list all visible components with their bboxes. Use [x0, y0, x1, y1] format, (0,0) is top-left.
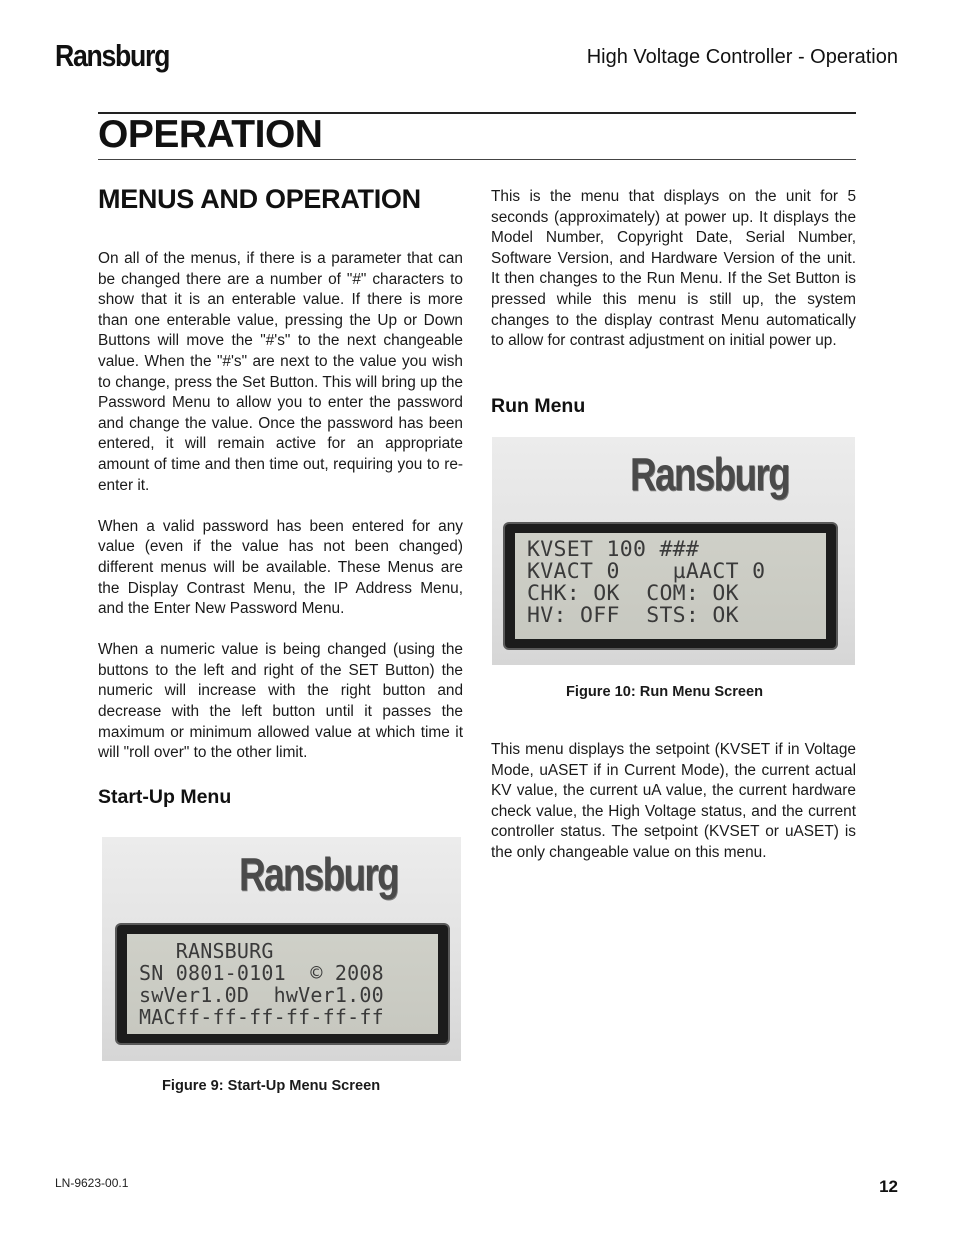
right-column-text [491, 187, 856, 372]
startup-menu-heading: Start-Up Menu [98, 786, 232, 808]
figure-9-caption: Figure 9: Start-Up Menu Screen [162, 1078, 381, 1094]
lcd-line: SN 0801-0101 © 2008 [139, 961, 384, 985]
run-menu-description [491, 740, 856, 884]
document-number: LN-9623-00.1 [55, 1176, 129, 1190]
photo-brand-logo: Ransburg [239, 848, 398, 900]
header-title: High Voltage Controller - Operation [586, 46, 898, 68]
page-title: OPERATION [98, 113, 323, 156]
paragraph-enterable-values: On all of the menus, if there is a parameter that can be changed there are a number of "#" characters to show that it is an enterable value. If there is more than one enterable value, pressing the Up or Down Buttons will move the "#'s" to the next changeable value. When the "#'s" are next to the value you wish to change, press the Set Button. This will bring up the Password Menu to allow you to enter the password and change the value. Once the password has been entered, it will remain active for an appropriate amount of time and then time out, requiring you to re-enter it. [98, 250, 463, 494]
paragraph-run-description: This menu displays the setpoint (KVSET if in Voltage Mode, uASET if in Current Mode), the current actual KV value, the current uA value, the current hardware check value, the High Voltage status, and the current controller status. The setpoint (KVSET or uASET) is the only changeable value on this menu. [491, 741, 856, 861]
paragraph-numeric-change: When a numeric value is being changed (using the buttons to the left and right of the SET Button) the numeric will increase with the right button and decrease with the left button until it passes the maximum or minimum allowed value at which time it will "roll over" to the other limit. [98, 641, 463, 762]
paragraph-valid-password: When a valid password has been entered for any value (even if the value has not been changed) different menus will be available. These Menus are the Display Contrast Menu, the IP Address Menu, and the Enter New Password Menu. [98, 517, 463, 618]
lcd-display-screen [515, 533, 826, 639]
title-bottom-rule [98, 159, 856, 160]
lcd-line: HV: OFF STS: OK [527, 603, 739, 628]
left-column-text [98, 249, 463, 784]
section-heading: MENUS AND OPERATION [98, 184, 421, 214]
paragraph-startup-description: This is the menu that displays on the unit for 5 seconds (approximately) at power up. It displays the Model Number, Copyright Date, Serial Number, Software Version, and Hardware Version of the unit. It then changes to the Run Menu. If the Set Button is pressed while this menu is still up, the system changes to the display contrast Menu automatically to allow for contrast adjustment on initial power up. [491, 188, 856, 350]
lcd-line: CHK: OK COM: OK [527, 581, 739, 606]
page-number: 12 [879, 1177, 898, 1196]
lcd-display-frame [117, 925, 448, 1043]
lcd-display-frame [505, 524, 836, 648]
brand-logo: Ransburg [55, 38, 170, 73]
run-menu-photo [492, 437, 855, 665]
lcd-line: RANSBURG [139, 939, 274, 963]
lcd-line: MACff-ff-ff-ff-ff-ff [139, 1005, 384, 1029]
lcd-display-screen [127, 934, 438, 1034]
startup-menu-photo [102, 837, 461, 1061]
lcd-line: KVACT 0 µAACT 0 [527, 559, 766, 584]
photo-brand-logo: Ransburg [630, 448, 789, 500]
figure-10-caption: Figure 10: Run Menu Screen [566, 684, 764, 700]
lcd-line: KVSET 100 ### [527, 537, 700, 562]
lcd-line: swVer1.0D hwVer1.00 [139, 983, 384, 1007]
run-menu-heading: Run Menu [491, 395, 586, 417]
